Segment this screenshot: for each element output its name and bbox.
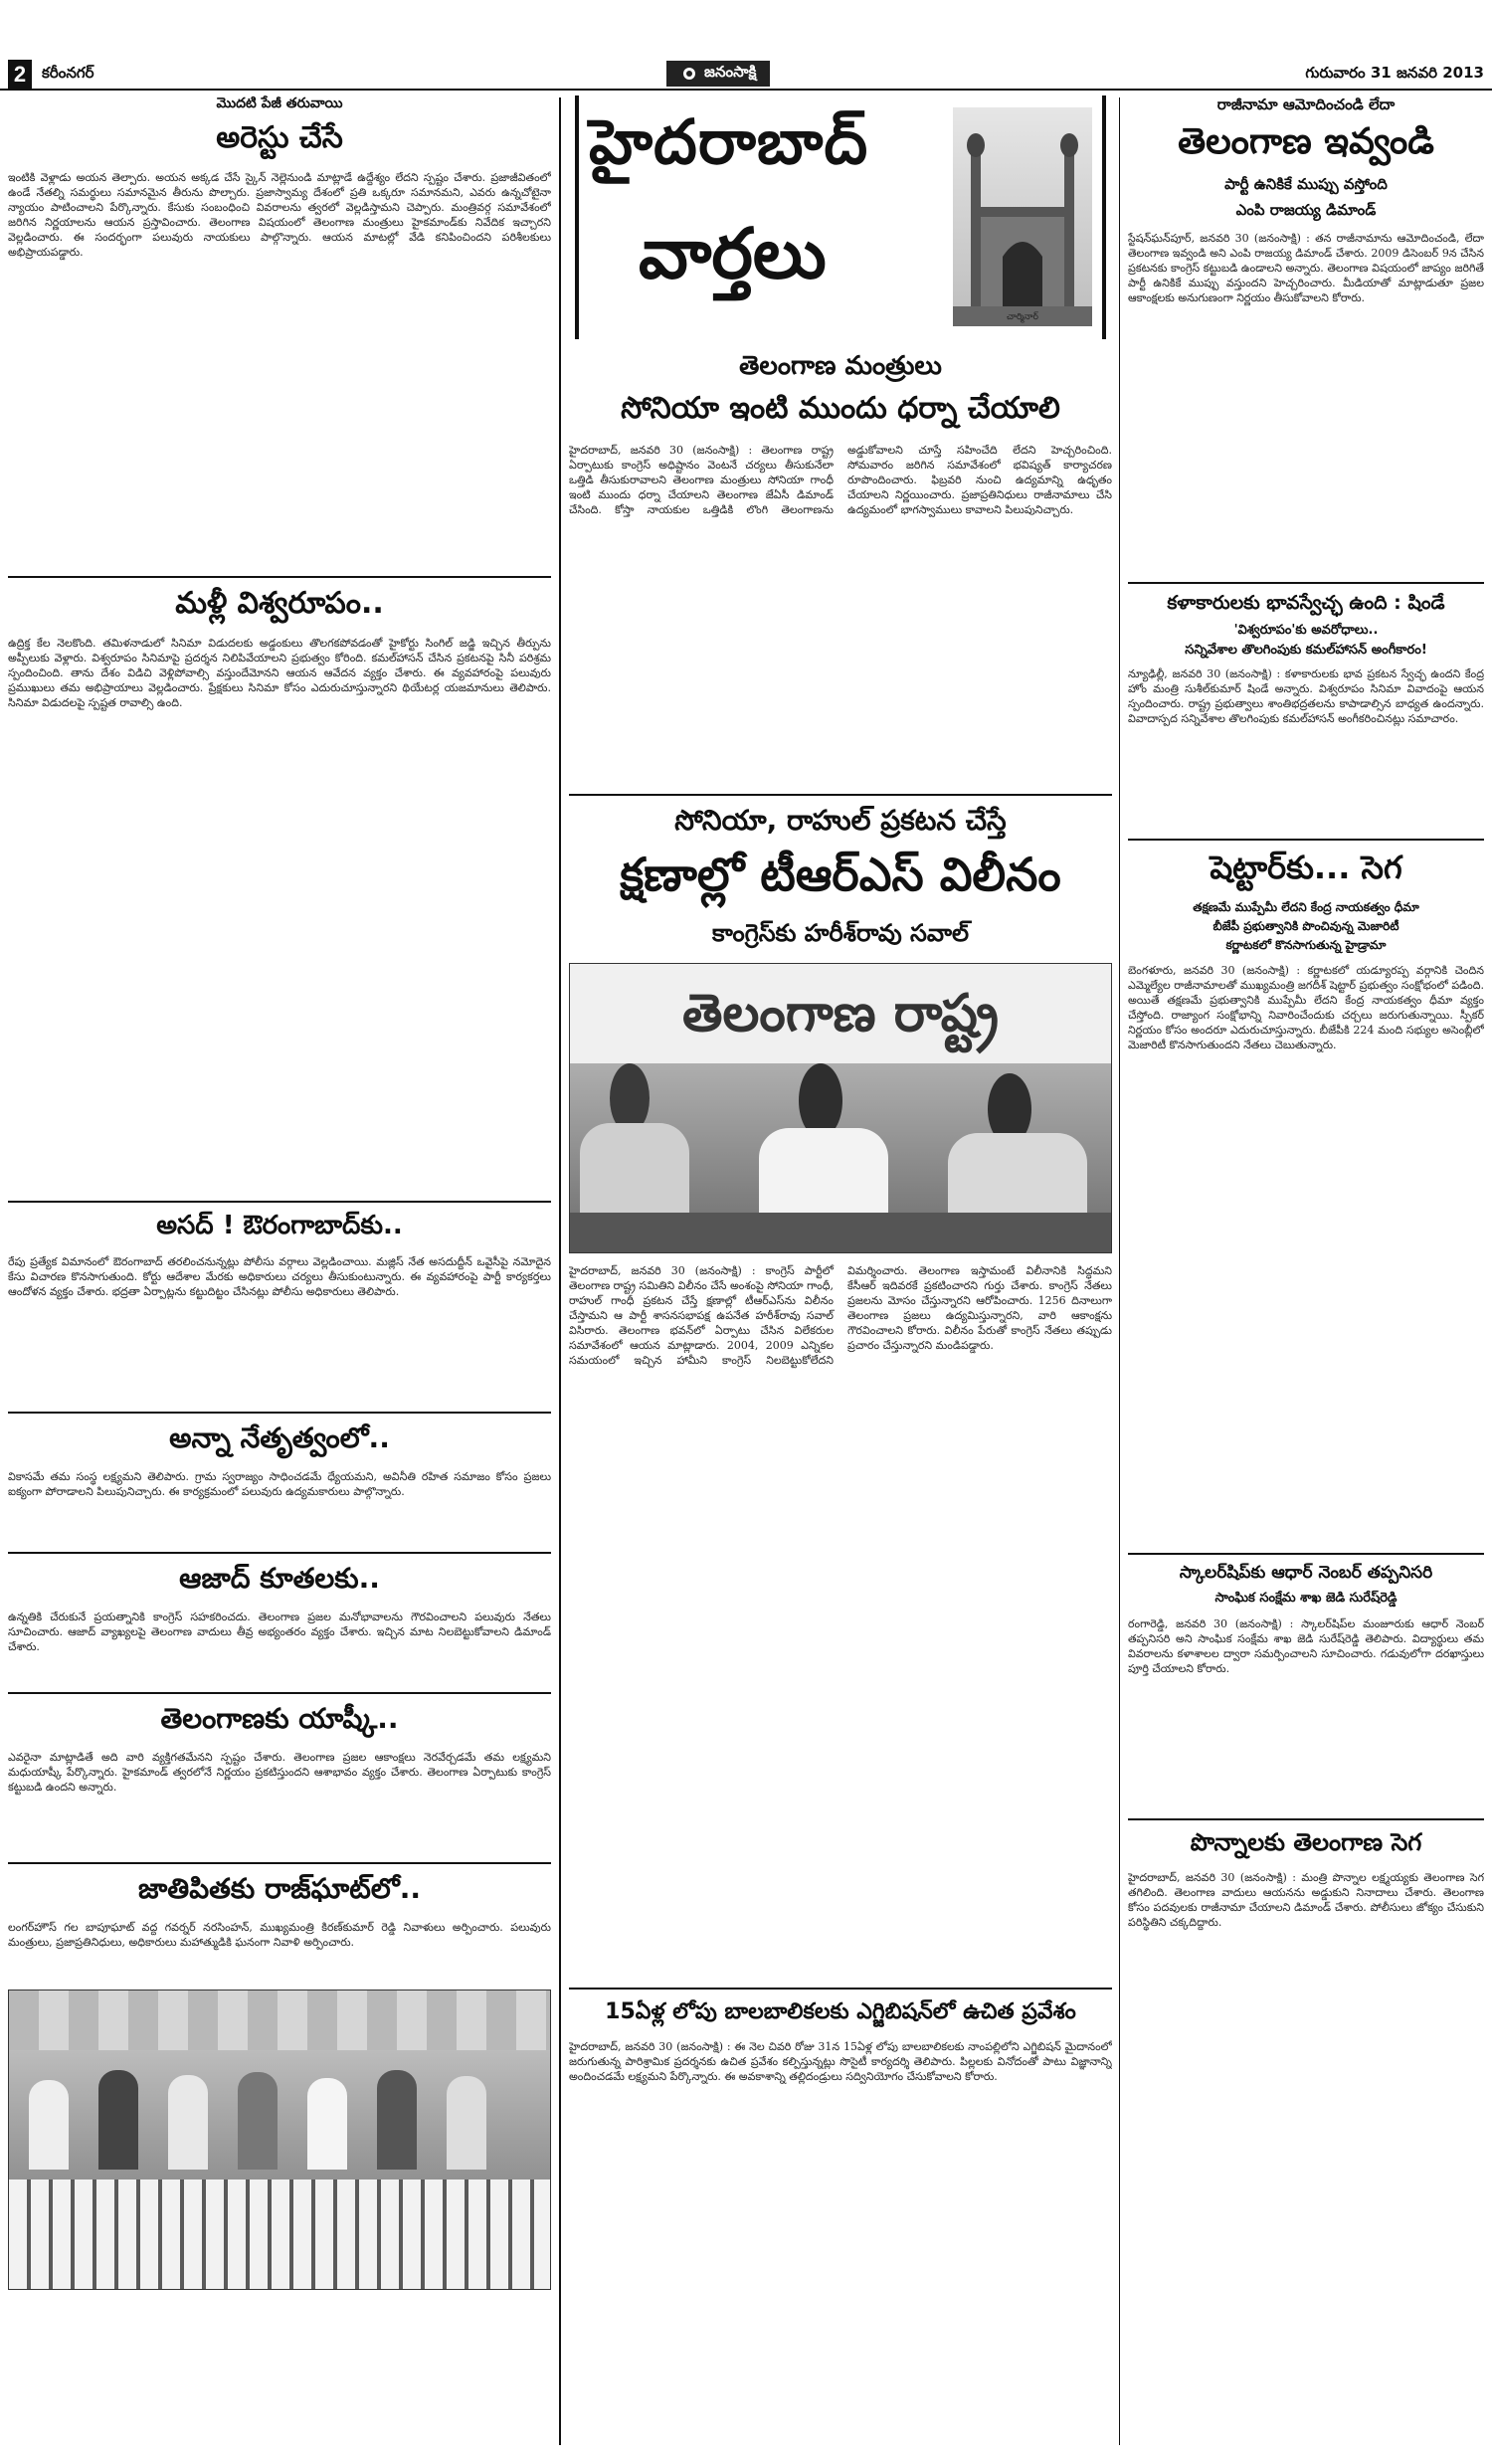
banner-line-1: హైదరాబాద్ [589, 105, 869, 178]
column-left [8, 95, 551, 2453]
exhibition-headline: 15ఏళ్ల లోపు బాలబాలికలకు ఎగ్జిబిషన్‌లో ఉచిత ప్రవేశం [605, 1999, 1076, 2024]
ponnala-body: హైదరాబాద్, జనవరి 30 (జనంసాక్షి) : మంత్రి పొన్నాల లక్ష్మయ్యకు తెలంగాణ సెగ తగిలింది. తెలంగాణ వాదులు ఆయనను అడ్డుకుని నినాదాలు చేశారు. తెలంగాణ కోసం పదవులకు రాజీనామా చేయాలని డిమాండ్ చేశారు. పోలీసులు జోక్యం చేసుకుని పరిస్థితిని చక్కదిద్దారు. [1128, 1871, 1484, 1929]
settar-headline: షెట్టార్‌కు... సెగ [1210, 849, 1402, 886]
lead-kicker: తెలంగాణ మంత్రులు [739, 351, 942, 381]
lead-body: హైదరాబాద్, జనవరి 30 (జనంసాక్షి) : తెలంగాణ రాష్ట్ర ఏర్పాటుకు కాంగ్రెస్ అధిష్టానం వెంటనే చర్యలు తీసుకునేలా ఒత్తిడి తీసుకురావాలని తెలంగాణ మంత్రులు సోనియా గాంధీ ఇంటి ముందు ధర్నా చేయాలని తెలంగాణ జేఏసీ డిమాండ్ చేసింది. కోస్తా నాయకుల ఒత్తిడికి లొంగి తెలంగాణను అడ్డుకోవాలని చూస్తే సహించేది లేదని హెచ్చరించింది. సోమవారం జరిగిన సమావేశంలో భవిష్యత్ కార్యాచరణ రూపొందించారు. ఫిబ్రవరి నుంచి ఉద్యమాన్ని ఉధృతం చేయాలని నిర్ణయించారు. ప్రజాప్రతినిధులు రాజీనామాలు చేసి ఉద్యమంలో భాగస్వాములు కావాలని పిలుపునిచ్చారు. [569, 444, 1112, 516]
charminar-icon [953, 107, 1092, 326]
lead-headline: సోనియా ఇంటి ముందు ధర్నా చేయాలి [621, 391, 1060, 426]
page-number: 2 [8, 60, 32, 90]
trs-headline: క్షణాల్లో టీఆర్ఎస్ విలీనం [620, 848, 1061, 901]
scholarship-headline: స్కాలర్‌షిప్‌కు ఆధార్ నెంబర్ తప్పనిసరి [1179, 1563, 1433, 1583]
press-meet-banner: తెలంగాణ రాష్ట్ర [570, 964, 1111, 1063]
scholarship-body: రంగారెడ్డి, జనవరి 30 (జనంసాక్షి) : స్కాలర్‌షిప్‌ల మంజూరుకు ఆధార్ నెంబర్ తప్పనిసరి అని సాంఘిక సంక్షేమ శాఖ జెడి సురేష్‌రెడ్డి తెలిపారు. విద్యార్థులు తమ వివరాలను కళాశాలల ద్వారా సమర్పించాలని సూచించారు. గడువులోగా దరఖాస్తులు పూర్తి చేయాలని కోరారు. [1128, 1617, 1484, 1675]
issue-date: గురువారం 31 జనవరి 2013 [1305, 64, 1484, 82]
settar-body: బెంగళూరు, జనవరి 30 (జనంసాక్షి) : కర్ణాటకలో యడ్యూరప్ప వర్గానికి చెందిన ఎమ్మెల్యేల రాజీనామాలతో ముఖ్యమంత్రి జగదీశ్ షెట్టార్ ప్రభుత్వం సంక్షోభంలో పడింది. అయితే తక్షణమే ప్రభుత్వానికి ముప్పేమీ లేదని కేంద్ర నాయకత్వం ధీమా వ్యక్తం చేస్తోంది. రాజ్యాంగ సంక్షోభాన్ని నివారించేందుకు చర్చలు జరుగుతున్నాయి. స్పీకర్ నిర్ణయం కోసం అందరూ ఎదురుచూస్తున్నారు. బీజేపీకి 224 మంది సభ్యుల అసెంబ్లీలో మెజారిటీ కొనసాగుతుందని నేతలు చెబుతున్నారు. [1128, 964, 1484, 1051]
arrest-body: ఇంటికి వెళ్లాడు అయన తెల్పారు. అయన అక్కడ చేసే స్కైన్ నెల్లెనుండి మాట్లాడే ఉద్దేశ్యం లేదని స్పష్టం చేశారు. ప్రజాజీవితంలో ఉండే నేతల్ని సమర్థులు సమానమైన తీరును పొల్చారు. ప్రజాస్వామ్య దేశంలో ప్రతి ఒక్కరూ సమానమని, ఎవరు ఉన్నచోటైనా న్యాయం పాటించాలని పేర్కొన్నారు. కేసుకు సంబంధించి వివరాలను త్వరలో వెల్లడిస్తామని చెప్పారు. మంత్రివర్గ సమావేశంలో జరిగిన నిర్ణయాలను ఆయన ప్రస్తావించారు. తెలంగాణ విషయంలో తెలంగాణ మంత్రులు హైకమాండ్‌కు నివేదిక ఇచ్చారని వెల్లడించారు. ఈ సందర్భంగా పలువురు నాయకులు పాల్గొన్నారు. ఆయన మాటల్లో వేడి కనిపించిందని పరిశీలకులు అభిప్రాయపడ్డారు. [8, 171, 551, 259]
rajghat-photo [8, 1990, 551, 2290]
azad-headline: ఆజాద్ కూతలకు.. [179, 1562, 380, 1595]
asad-body: రేపు ప్రత్యేక విమానంలో ఔరంగాబాద్ తరలించనున్నట్లు పోలీసు వర్గాలు వెల్లడించాయి. మజ్లిస్ నేత అసదుద్దీన్ ఒవైసీపై నమోదైన కేసు విచారణ కొనసాగుతుంది. కోర్టు ఆదేశాల మేరకు అధికారులు చర్యలు తీసుకుంటున్నారు. ఈ వ్యవహారంపై పార్టీ కార్యకర్తలు ఆందోళన వ్యక్తం చేశారు. భద్రతా ఏర్పాట్లను కట్టుదిట్టం చేసినట్లు పోలీసు అధికారులు తెలిపారు. [8, 1255, 551, 1298]
rajaiah-subhead: పార్టీ ఉనికికే ముప్పు వస్తోంది [1224, 175, 1388, 193]
settar-strap-3: కర్ణాటకలో కొనసాగుతున్న హైడ్రామా [1225, 938, 1387, 952]
page-header [0, 60, 1492, 90]
rajaiah-headline: తెలంగాణ ఇవ్వండి [1178, 121, 1434, 162]
artists-headline: కళాకారులకు భావస్వేచ్ఛ ఉంది : షిండే [1167, 592, 1445, 614]
column-center [569, 95, 1112, 2453]
continued-label: మొదటి పేజీ తరువాయి [216, 95, 343, 111]
settar-strap-1: తక్షణమే ముప్పేమీ లేదని కేంద్ర నాయకత్వం ధీమా [1193, 900, 1419, 914]
azad-body: ఉన్నతికి చేరుకునే ప్రయత్నానికి కాంగ్రెస్ సహకరించదు. తెలంగాణ ప్రజల మనోభావాలను గౌరవించాలని పలువురు నేతలు సూచించారు. ఆజాద్ వ్యాఖ్యలపై తెలంగాణ వాదులు తీవ్ర అభ్యంతరం వ్యక్తం చేశారు. ఇచ్చిన మాట నిలబెట్టుకోవాలని డిమాండ్ చేశారు. [8, 1611, 551, 1653]
charminar-image-label: చార్మినార్ [1007, 312, 1038, 322]
artists-body: న్యూఢిల్లీ, జనవరి 30 (జనంసాక్షి) : కళాకారులకు భావ ప్రకటన స్వేచ్ఛ ఉందని కేంద్ర హోం మంత్రి సుశీల్‌కుమార్ షిండే అన్నారు. విశ్వరూపం సినిమా వివాదంపై ఆయన స్పందించారు. రాష్ట్ర ప్రభుత్వాలు శాంతిభద్రతలను కాపాడాల్సిన బాధ్యత ఉందన్నారు. వివాదాస్పద సన్నివేశాల తొలగింపుకు కమల్‌హాసన్ అంగీకరించినట్లు సమాచారం. [1128, 667, 1484, 725]
banner-line-2: వార్తలు [639, 213, 827, 294]
hyderabad-news-banner [575, 95, 1106, 339]
rajghat-body: లంగర్‌హౌస్ గల బాపూఘాట్ వద్ద గవర్నర్ నరసింహన్, ముఖ్యమంత్రి కిరణ్‌కుమార్ రెడ్డి నివాళులు అర్పించారు. పలువురు మంత్రులు, ప్రజాప్రతినిధులు, అధికారులు మహాత్ముడికి ఘనంగా నివాళి అర్పించారు. [8, 1921, 551, 1949]
masthead [666, 61, 770, 87]
trs-subhead: కాంగ్రెస్‌కు హరీశ్‌రావు సవాల్ [711, 919, 970, 947]
scholarship-subhead: సాంఘిక సంక్షేమ శాఖ జెడి సురేష్‌రెడ్డి [1214, 1591, 1398, 1606]
settar-strap-2: బీజేపీ ప్రభుత్వానికి పొంచివున్న మెజారిటీ [1212, 919, 1399, 933]
charminar-image [953, 107, 1092, 326]
artists-subhead: 'విశ్వరూపం'కు అవరోధాలు.. [1233, 623, 1379, 638]
rajaiah-byline: ఎంపి రాజయ్య డిమాండ్ [1235, 201, 1377, 219]
masthead-title: జనంసాక్షి [704, 63, 757, 81]
ponnala-headline: పొన్నాలకు తెలంగాణ సెగ [1190, 1828, 1422, 1856]
masthead-emblem-icon [680, 66, 698, 82]
yatra-headline: తెలంగాణకు యాష్కీ.. [160, 1702, 399, 1735]
exhibition-body: హైదరాబాద్, జనవరి 30 (జనంసాక్షి) : ఈ నెల చివరి రోజు 31న 15ఏళ్ల లోపు బాలబాలికలకు నాంపల్లిలోని ఎగ్జిబిషన్ మైదానంలో జరుగుతున్న పారిశ్రామిక ప్రదర్శనకు ఉచిత ప్రవేశం కల్పిస్తున్నట్లు సొసైటీ కార్యదర్శి తెలిపారు. పిల్లలకు వినోదంతో పాటు విజ్ఞానాన్ని అందించడమే లక్ష్యమని పేర్కొన్నారు. ఈ అవకాశాన్ని తల్లిదండ్రులు సద్వినియోగం చేసుకోవాలని కోరారు. [569, 2040, 1112, 2083]
arrest-headline: అరెస్టు చేసే [216, 120, 343, 155]
trs-body: హైదరాబాద్, జనవరి 30 (జనంసాక్షి) : కాంగ్రెస్ పార్టీలో తెలంగాణ రాష్ట్ర సమితిని విలీనం చేసే అంశంపై సోనియా గాంధీ, రాహుల్ గాంధీ ప్రకటన చేస్తే క్షణాల్లో టీఆర్ఎస్‌ను విలీనం చేస్తామని ఆ పార్టీ శాసనసభాపక్ష ఉపనేత హరీశ్‌రావు సవాల్ విసిరారు. తెలంగాణ భవన్‌లో ఏర్పాటు చేసిన విలేకరుల సమావేశంలో ఆయన మాట్లాడారు. 2004, 2009 ఎన్నికల సమయంలో ఇచ్చిన హామీని కాంగ్రెస్ నిలబెట్టుకోలేదని విమర్శించారు. తెలంగాణ ఇస్తామంటే విలీనానికి సిద్ధమని కేసీఆర్ ఇదివరకే ప్రకటించారని గుర్తు చేశారు. కాంగ్రెస్ నేతలు ప్రజలను మోసం చేస్తున్నారని ఆరోపించారు. 1256 దినాలుగా తెలంగాణ ప్రజలు ఉద్యమిస్తున్నారని, వారి ఆకాంక్షను గౌరవించాలని కోరారు. విలీనం పేరుతో కాంగ్రెస్ నేతలు తప్పుడు ప్రచారం చేస్తున్నారని మండిపడ్డారు. [569, 1264, 1112, 1367]
viswaroopam-headline: మళ్లీ విశ్వరూపం.. [175, 586, 384, 621]
rajaiah-kicker: రాజీనామా ఆమోదించండి లేదా [1216, 95, 1396, 113]
section-name: కరీంనగర్ [42, 64, 94, 82]
anna-headline: అన్నా నేతృత్వంలో.. [169, 1422, 390, 1454]
artists-strap: సన్నివేశాల తొలగింపుకు కమల్‌హాసన్ అంగీకారం! [1185, 643, 1427, 658]
rajaiah-body: స్టేషన్‌ఘన్‌పూర్, జనవరి 30 (జనంసాక్షి) : తన రాజీనామాను ఆమోదించండి, లేదా తెలంగాణ ఇవ్వండి అని ఎంపి రాజయ్య డిమాండ్ చేశారు. 2009 డిసెంబర్ 9న చేసిన ప్రకటనకు కాంగ్రెస్ కట్టుబడి ఉండాలని అన్నారు. తెలంగాణ విషయంలో జాప్యం జరిగితే పార్టీ ఉనికికే ముప్పు వస్తుందని హెచ్చరించారు. మీడియాతో మాట్లాడుతూ ప్రజల ఆకాంక్షలకు అనుగుణంగా నిర్ణయం తీసుకోవాలని కోరారు. [1128, 232, 1484, 304]
asad-headline: అసద్ ! ఔరంగాబాద్‌కు.. [156, 1211, 403, 1240]
column-right [1128, 95, 1484, 2453]
viswaroopam-body: ఉద్రిక్త కేల నెలకొంది. తమిళనాడులో సినిమా విడుదలకు అడ్డంకులు తొలగకపోవడంతో హైకోర్టు సింగిల్ జడ్జి ఇచ్చిన తీర్పును అప్పీలుకు వెళ్లారు. విశ్వరూపం సినిమాపై ప్రదర్శన నిలిపివేయాలని ప్రభుత్వం కోరింది. కమల్‌హాసన్ చేసిన ప్రకటనపై సినీ పరిశ్రమ స్పందించింది. తాను దేశం విడిచి వెళ్లిపోవాల్సి వస్తుందేమోనని ఆయన ఆవేదన వ్యక్తం చేశారు. ఈ వ్యవహారంపై పలువురు ప్రముఖులు తమ అభిప్రాయాలు వెల్లడించారు. ప్రేక్షకులు సినిమా కోసం ఎదురుచూస్తున్నారని థియేటర్ల యజమానులు తెలిపారు. సినిమా విడుదలపై స్పష్టత రావాల్సి ఉంది. [8, 637, 551, 709]
press-meet-photo [569, 963, 1112, 1253]
yatra-body: ఎవరైనా మాట్లాడితే అది వారి వ్యక్తిగతమేనని స్పష్టం చేశారు. తెలంగాణ ప్రజల ఆకాంక్షలు నెరవేర్చడమే తమ లక్ష్యమని మధుయాష్కీ పేర్కొన్నారు. హైకమాండ్ త్వరలోనే నిర్ణయం ప్రకటిస్తుందని ఆశాభావం వ్యక్తం చేశారు. తెలంగాణ ఏర్పాటుకు కాంగ్రెస్ కట్టుబడి ఉందని అన్నారు. [8, 1751, 551, 1794]
trs-kicker: సోనియా, రాహుల్ ప్రకటన చేస్తే [674, 804, 1007, 837]
anna-body: వికాసమే తమ సంస్థ లక్ష్యమని తెలిపారు. గ్రామ స్వరాజ్యం సాధించడమే ధ్యేయమని, అవినీతి రహిత సమాజం కోసం ప్రజలు ఐక్యంగా పోరాడాలని పిలుపునిచ్చారు. ఈ కార్యక్రమంలో పలువురు ఉద్యమకారులు పాల్గొన్నారు. [8, 1470, 551, 1498]
rajghat-headline: జాతిపితకు రాజ్‌ఘాట్‌లో.. [138, 1872, 421, 1905]
